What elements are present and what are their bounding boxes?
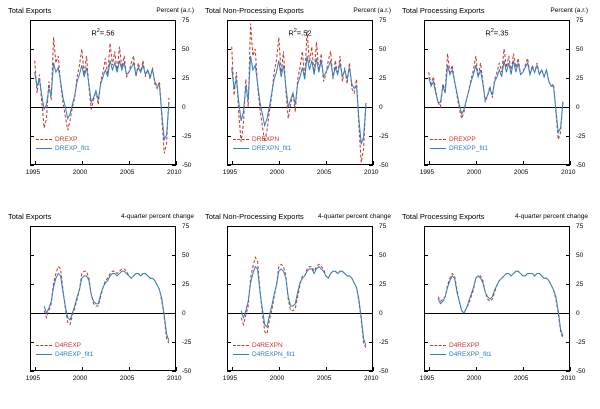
y-tick-label: -50 bbox=[182, 161, 192, 169]
y-tick bbox=[566, 165, 570, 166]
y-tick-label: 0 bbox=[379, 103, 383, 111]
y-tick bbox=[227, 371, 231, 372]
chart-panel-bottom-left bbox=[8, 212, 198, 397]
y-tick-label: 0 bbox=[182, 309, 186, 317]
legend-item bbox=[36, 135, 90, 144]
legend-swatch-dashed bbox=[430, 139, 446, 140]
legend-label: D4REXP bbox=[55, 342, 82, 349]
panel-title: Total Exports bbox=[8, 6, 52, 15]
y-tick bbox=[30, 371, 34, 372]
panel-unit-label: 4-quarter percent change bbox=[515, 213, 588, 220]
legend-label: DREXPP bbox=[449, 136, 476, 143]
x-tick-label: 2005 bbox=[119, 169, 135, 176]
x-tick-label: 2010 bbox=[364, 169, 379, 176]
x-tick-label: 2005 bbox=[316, 169, 332, 176]
series-line-D4REXP_fit1 bbox=[44, 271, 169, 341]
y-tick-label: 75 bbox=[182, 16, 190, 24]
x-tick-label: 1995 bbox=[419, 375, 435, 382]
y-tick-label: -50 bbox=[379, 367, 389, 375]
legend-label: D4REXP_fit1 bbox=[55, 351, 94, 358]
series-line-D4REXPN bbox=[241, 257, 366, 347]
y-tick-label: -50 bbox=[576, 161, 586, 169]
y-tick-label: 50 bbox=[182, 45, 190, 53]
legend-label: D4REXPN_fit1 bbox=[252, 351, 295, 358]
y-tick-label: -50 bbox=[576, 367, 586, 375]
legend bbox=[36, 135, 90, 153]
r-squared-value: =.56 bbox=[99, 28, 115, 38]
x-tick-label: 2010 bbox=[561, 375, 576, 382]
y-tick-label: -25 bbox=[182, 132, 192, 140]
r-squared-exponent: 2 bbox=[293, 28, 297, 34]
legend-item bbox=[233, 350, 295, 359]
panel-unit-label: Percent (a.r.) bbox=[550, 7, 588, 14]
x-tick bbox=[373, 367, 374, 371]
r-squared-symbol: R bbox=[91, 28, 97, 38]
legend-item bbox=[36, 350, 93, 359]
chart-panel-bottom-right bbox=[402, 212, 592, 397]
panel-title: Total Processing Exports bbox=[402, 212, 485, 221]
x-tick bbox=[570, 161, 571, 165]
chart-panel-bottom-center bbox=[205, 212, 395, 397]
series-line-DREXPN_fit1 bbox=[232, 56, 366, 144]
x-tick-label: 2000 bbox=[466, 375, 482, 382]
r-squared-exponent: 2 bbox=[490, 28, 494, 34]
legend-item bbox=[233, 341, 295, 350]
legend-label: D4REXPP_fit1 bbox=[449, 351, 492, 358]
series-line-D4REXPN_fit1 bbox=[241, 267, 366, 346]
x-tick-label: 2010 bbox=[561, 169, 576, 176]
legend-swatch-solid bbox=[233, 148, 249, 149]
y-tick-label: 25 bbox=[379, 74, 387, 82]
x-tick-label: 2010 bbox=[364, 375, 379, 382]
x-tick-label: 2000 bbox=[269, 375, 285, 382]
x-tick-label: 1995 bbox=[222, 169, 238, 176]
panel-unit-label: 4-quarter percent change bbox=[318, 213, 391, 220]
y-tick-label: -25 bbox=[379, 338, 389, 346]
chart-panel-top-right bbox=[402, 6, 592, 191]
series-line-D4REXPP bbox=[438, 271, 563, 338]
legend-swatch-dashed bbox=[430, 345, 446, 346]
panel-title: Total Non-Processing Exports bbox=[205, 212, 304, 221]
legend-item bbox=[430, 350, 492, 359]
legend-swatch-dashed bbox=[36, 139, 52, 140]
series-line-DREXPP_fit1 bbox=[429, 61, 563, 133]
y-tick-label: 0 bbox=[379, 309, 383, 317]
x-tick-label: 1995 bbox=[222, 375, 238, 382]
y-tick-label: 25 bbox=[576, 280, 584, 288]
x-tick bbox=[570, 367, 571, 371]
y-tick-label: 50 bbox=[576, 45, 584, 53]
y-tick-label: 25 bbox=[182, 280, 190, 288]
y-tick-label: 75 bbox=[576, 16, 584, 24]
panel-unit-label: Percent (a.r.) bbox=[353, 7, 391, 14]
legend bbox=[233, 135, 291, 153]
legend-label: DREXP_fit1 bbox=[55, 145, 90, 152]
y-tick-label: 0 bbox=[182, 103, 186, 111]
y-tick-label: -50 bbox=[182, 367, 192, 375]
x-tick-label: 2000 bbox=[72, 169, 88, 176]
panel-title: Total Exports bbox=[8, 212, 52, 221]
panel-unit-label: Percent (a.r.) bbox=[156, 7, 194, 14]
r-squared-value: =.35 bbox=[493, 28, 509, 38]
legend-item bbox=[36, 144, 90, 153]
y-tick bbox=[172, 165, 176, 166]
r-squared-annotation bbox=[288, 28, 311, 38]
x-tick-label: 2005 bbox=[119, 375, 135, 382]
y-tick-label: 75 bbox=[182, 222, 190, 230]
y-tick bbox=[369, 165, 373, 166]
legend-item bbox=[430, 144, 488, 153]
legend-label: DREXPN bbox=[252, 136, 280, 143]
chart-panel-top-left bbox=[8, 6, 198, 191]
r-squared-value: =.52 bbox=[296, 28, 312, 38]
x-tick-label: 1995 bbox=[25, 375, 41, 382]
y-tick bbox=[424, 371, 428, 372]
y-tick bbox=[30, 165, 34, 166]
x-tick-label: 2000 bbox=[72, 375, 88, 382]
panel-title: Total Non-Processing Exports bbox=[205, 6, 304, 15]
y-tick-label: -25 bbox=[576, 338, 586, 346]
legend bbox=[233, 341, 295, 359]
x-tick-label: 1995 bbox=[25, 169, 41, 176]
series-line-DREXP_fit1 bbox=[35, 61, 169, 140]
legend-swatch-dashed bbox=[233, 345, 249, 346]
legend-swatch-solid bbox=[36, 354, 52, 355]
x-tick-label: 2005 bbox=[316, 375, 332, 382]
y-tick-label: -25 bbox=[576, 132, 586, 140]
legend-swatch-dashed bbox=[233, 139, 249, 140]
r-squared-annotation bbox=[485, 28, 508, 38]
y-tick-label: 50 bbox=[379, 251, 387, 259]
y-tick bbox=[369, 371, 373, 372]
legend-swatch-dashed bbox=[36, 345, 52, 346]
legend-item bbox=[233, 135, 291, 144]
y-tick-label: -50 bbox=[379, 161, 389, 169]
x-tick bbox=[176, 367, 177, 371]
legend-item bbox=[233, 144, 291, 153]
y-tick-label: 50 bbox=[576, 251, 584, 259]
legend-item bbox=[430, 135, 488, 144]
r-squared-symbol: R bbox=[288, 28, 294, 38]
y-tick bbox=[424, 165, 428, 166]
r-squared-symbol: R bbox=[485, 28, 491, 38]
legend bbox=[430, 135, 488, 153]
x-tick-label: 2005 bbox=[513, 169, 529, 176]
y-tick-label: 25 bbox=[379, 280, 387, 288]
legend-label: D4REXPN bbox=[252, 342, 283, 349]
r-squared-annotation bbox=[91, 28, 114, 38]
series-line-DREXPP bbox=[429, 49, 563, 139]
legend-swatch-solid bbox=[36, 148, 52, 149]
y-tick-label: 50 bbox=[182, 251, 190, 259]
x-tick-label: 2010 bbox=[167, 169, 182, 176]
y-tick-label: 75 bbox=[379, 222, 387, 230]
legend-label: DREXPN_fit1 bbox=[252, 145, 292, 152]
legend bbox=[430, 341, 492, 359]
r-squared-exponent: 2 bbox=[96, 28, 100, 34]
legend-label: D4REXPP bbox=[449, 342, 480, 349]
legend-swatch-solid bbox=[430, 354, 446, 355]
y-tick-label: 75 bbox=[379, 16, 387, 24]
x-tick bbox=[176, 161, 177, 165]
legend-label: DREXP bbox=[55, 136, 78, 143]
x-tick-label: 2005 bbox=[513, 375, 529, 382]
panel-unit-label: 4-quarter percent change bbox=[121, 213, 194, 220]
legend-label: DREXPP_fit1 bbox=[449, 145, 489, 152]
x-tick-label: 2000 bbox=[269, 169, 285, 176]
y-tick-label: 25 bbox=[182, 74, 190, 82]
legend-swatch-solid bbox=[233, 354, 249, 355]
chart-panel-top-center bbox=[205, 6, 395, 191]
panel-title: Total Processing Exports bbox=[402, 6, 485, 15]
legend-item bbox=[36, 341, 93, 350]
x-tick-label: 1995 bbox=[419, 169, 435, 176]
series-line-D4REXPP_fit1 bbox=[438, 271, 563, 336]
y-tick bbox=[566, 371, 570, 372]
x-tick-label: 2010 bbox=[167, 375, 182, 382]
y-tick-label: 0 bbox=[576, 309, 580, 317]
legend bbox=[36, 341, 93, 359]
x-tick bbox=[373, 161, 374, 165]
legend-item bbox=[430, 341, 492, 350]
y-tick-label: -25 bbox=[182, 338, 192, 346]
x-tick-label: 2000 bbox=[466, 169, 482, 176]
legend-swatch-solid bbox=[430, 148, 446, 149]
y-tick-label: 75 bbox=[576, 222, 584, 230]
y-tick-label: 25 bbox=[576, 74, 584, 82]
y-tick bbox=[172, 371, 176, 372]
y-tick-label: 50 bbox=[379, 45, 387, 53]
y-tick-label: -25 bbox=[379, 132, 389, 140]
y-tick-label: 0 bbox=[576, 103, 580, 111]
y-tick bbox=[227, 165, 231, 166]
